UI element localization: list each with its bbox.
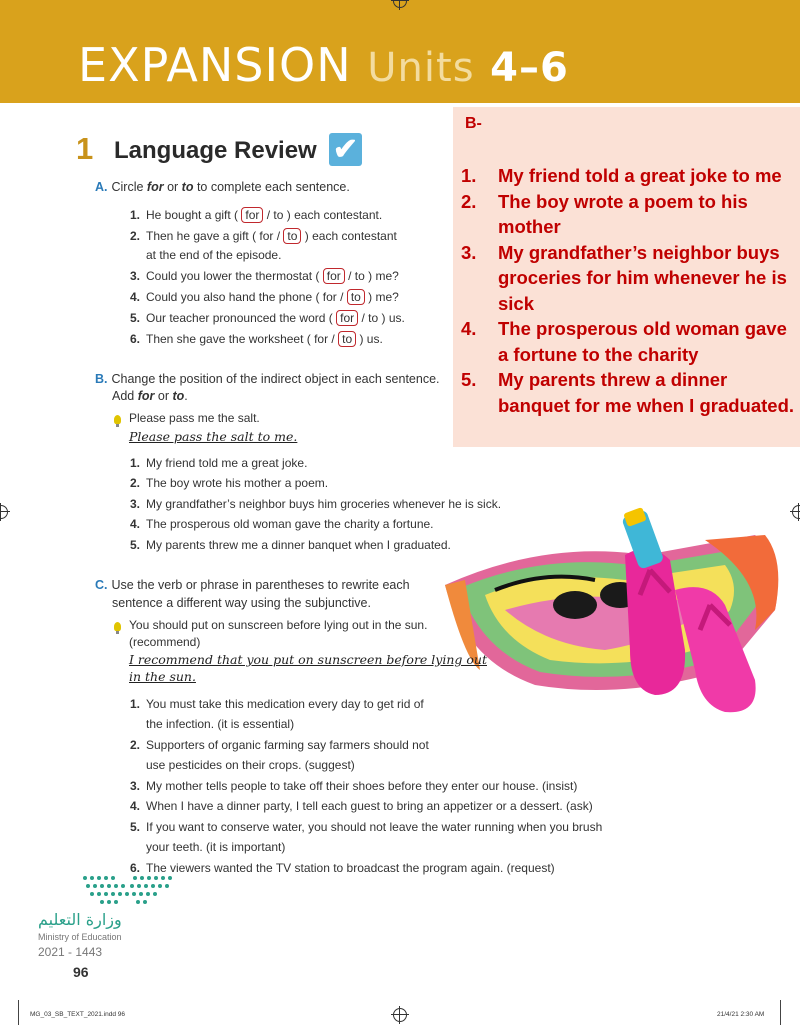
beach-items-photo: [425, 500, 800, 715]
answer-item: 4. The prosperous old woman gave a fortune to the charity: [461, 318, 787, 365]
section-title: Language Review: [114, 137, 317, 164]
exercise-b-item: 5. My parents threw me a dinner banquet when I graduated.: [130, 538, 451, 552]
circled-answer[interactable]: for: [323, 268, 345, 284]
exercise-c-item: 3. My mother tells people to take off their shoes before they enter our house. (insist): [130, 779, 578, 793]
exercise-c-item: 2. Supporters of organic farming say farmers should not: [130, 738, 429, 752]
exercise-c-item: 5. If you want to conserve water, you should not leave the water running when you brush: [130, 820, 603, 834]
exercise-a-item: 6. Then she gave the worksheet ( for / to ) us.: [130, 332, 383, 346]
exercise-b-item: 1. My friend told me a great joke.: [130, 456, 308, 470]
header-banner: [0, 0, 800, 103]
trim-mark: [780, 1000, 781, 1025]
exercise-b-item: 2. The boy wrote his mother a poem.: [130, 476, 329, 490]
exercise-c-example: You should put on sunscreen before lying out in the sun.: [129, 618, 428, 632]
page-title: [78, 38, 569, 92]
exercise-a-item: 5. Our teacher pronounced the word ( for / to ) us.: [130, 311, 405, 325]
trim-mark: [18, 1000, 19, 1025]
exercise-c-item: 4. When I have a dinner party, I tell each guest to bring an appetizer or a dessert. (ask): [130, 799, 593, 813]
file-slug: MG_03_SB_TEXT_2021.indd 96: [30, 1011, 126, 1018]
ministry-name-english: Ministry of Education: [38, 932, 122, 942]
exercise-c-item-continued: use pesticides on their crops. (suggest): [146, 758, 355, 772]
answer-box-heading: B-: [465, 115, 482, 132]
registration-mark-icon: [393, 1008, 407, 1022]
answer-box: [453, 107, 800, 447]
exercise-c-item: 1. You must take this medication every day to get rid of: [130, 697, 424, 711]
exercise-c-example-verb: (recommend): [129, 635, 201, 649]
exercise-c-instruction: C. Use the verb or phrase in parentheses to rewrite each: [95, 578, 410, 592]
answer-item: 1. My friend told a great joke to me: [461, 165, 782, 186]
exercise-a-item: 2. Then he gave a gift ( for / to ) each contestant: [130, 229, 397, 243]
answer-item: 3. My grandfather’s neighbor buys groceries for him whenever he is sick: [461, 241, 787, 314]
exercise-b-example-answer: Please pass the salt to me.: [129, 429, 298, 444]
exercise-a-item: 3. Could you lower the thermostat ( for / to ) me?: [130, 269, 399, 283]
lightbulb-icon: [114, 622, 121, 631]
ministry-logo-dots: [80, 870, 180, 910]
exercise-c-example-answer-2: in the sun.: [129, 669, 196, 684]
answer-item: 5. My parents threw a dinner banquet for me when I graduated.: [461, 369, 795, 416]
exercise-a-item: 1. He bought a gift ( for / to ) each contestant.: [130, 208, 383, 222]
exercise-c-item-continued: your teeth. (it is important): [146, 840, 286, 854]
page-number: 96: [73, 964, 89, 980]
title-range: 4–6: [490, 45, 569, 91]
academic-year: 2021 - 1443: [38, 945, 103, 959]
circled-answer[interactable]: for: [336, 310, 358, 326]
exercise-b-instruction-2: Add for or to.: [112, 389, 188, 403]
registration-mark-icon: [0, 505, 8, 519]
exercise-b-item: 3. My grandfather’s neighbor buys him groceries whenever he is sick.: [130, 497, 502, 511]
exercise-c-instruction-2: sentence a different way using the subjunctive.: [112, 596, 371, 610]
exercise-a-instruction: A. Circle for or to to complete each sentence.: [95, 180, 350, 194]
title-expansion: EXPANSION: [78, 38, 352, 92]
circled-answer[interactable]: to: [283, 228, 301, 244]
answer-list: [461, 163, 796, 418]
exercise-c-item-continued: the infection. (it is essential): [146, 717, 295, 731]
section-number: 1: [76, 131, 94, 166]
lightbulb-icon: [114, 415, 121, 424]
checkmark-icon: ✔: [329, 133, 362, 166]
circled-answer[interactable]: to: [347, 289, 365, 305]
ministry-name-arabic: وزارة التعليم: [38, 910, 122, 929]
exercise-c-example-answer: I recommend that you put on sunscreen before lying out: [129, 652, 487, 667]
exercise-b-item: 4. The prosperous old woman gave the charity a fortune.: [130, 517, 434, 531]
title-units: Units: [367, 45, 475, 91]
circled-answer[interactable]: to: [338, 331, 356, 347]
exercise-a-item: 4. Could you also hand the phone ( for / to ) me?: [130, 290, 399, 304]
exercise-a-item-continued: at the end of the episode.: [146, 248, 282, 262]
exercise-b-example: Please pass me the salt.: [129, 411, 260, 425]
date-slug: 21/4/21 2:30 AM: [717, 1011, 765, 1018]
answer-item: 2. The boy wrote a poem to his mother: [461, 190, 748, 237]
circled-answer[interactable]: for: [241, 207, 263, 223]
exercise-b-instruction: B. Change the position of the indirect object in each sentence.: [95, 372, 440, 386]
exercise-c-item: 6. The viewers wanted the TV station to broadcast the program again. (request): [130, 861, 555, 875]
